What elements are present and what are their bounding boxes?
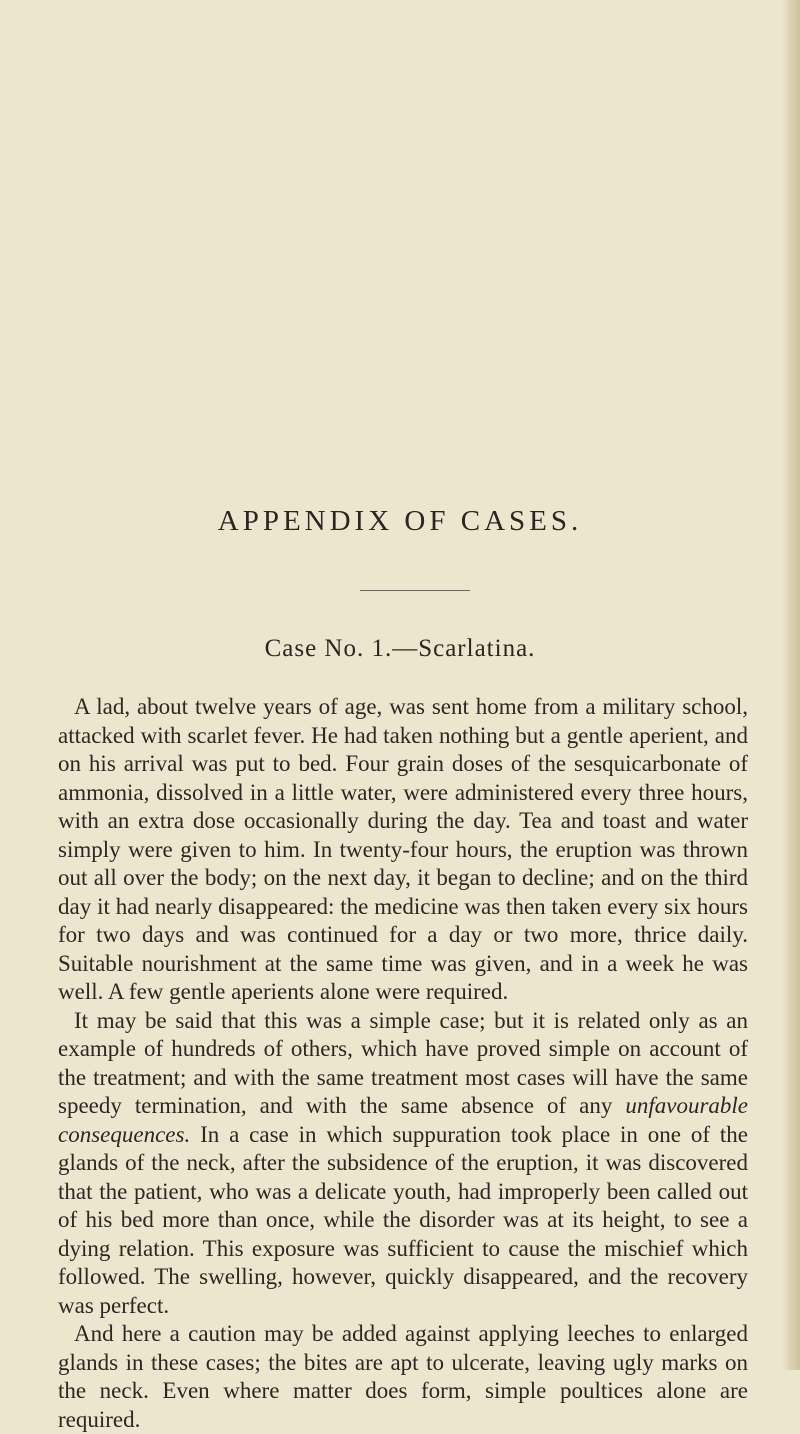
paragraph-2 — [58, 1007, 748, 1321]
case-title: Case No. 1.—Scarlatina. — [264, 635, 536, 662]
paragraph-2-text-before: It may be said that this was a simple case; but it is related only as an example of hundreds of others, which have proved simple on account of the treatment; and with the same treatment most cases will have the same speedy termination, and with the same absence of any — [58, 1007, 748, 1118]
heading-divider-rule — [360, 590, 470, 591]
appendix-heading: APPENDIX OF CASES. — [217, 505, 583, 537]
paragraph-1: A lad, about twelve years of age, was sent home from a military school, attacked with scarlet fever. He had taken nothing but a gentle aperient, and on his arrival was put to bed. Four grain doses of the sesquicarbonate of ammonia, dissolved in a little water, were administered every three hours, with an extra dose occasionally during the day. Tea and toast and water simply were given to him. In twenty-four hours, the eruption was thrown out all over the body; on the next day, it began to decline; and on the third day it had nearly disappeared: the medicine was then taken every six hours for two days and was continued for a day or two more, thrice daily. Suitable nourishment at the same time was given, and in a week he was well. A few gentle aperients alone were required. — [58, 694, 748, 1004]
case-text-block — [58, 693, 748, 1434]
paragraph-2-italic-phrase: unfavourable consequences. — [58, 1093, 748, 1147]
paragraph-3: And here a caution may be added against applying leeches to enlarged glands in these cases; the bites are apt to ulcerate, leaving ugly marks on the neck. Even where matter does form, simple poultices alone are required. — [58, 1321, 748, 1432]
page-edge-shadow — [782, 0, 800, 1370]
paragraph-2-text-after: In a case in which suppuration took place in one of the glands of the neck, after the subsidence of the eruption, it was discovered that the patient, who was a delicate youth, had improperly been called out of his bed more than once, while the disorder was at its height, to see a dying relation. This exposure was sufficient to cause the mischief which followed. The swelling, however, quickly disappeared, and the recovery was perfect. — [58, 1121, 748, 1318]
